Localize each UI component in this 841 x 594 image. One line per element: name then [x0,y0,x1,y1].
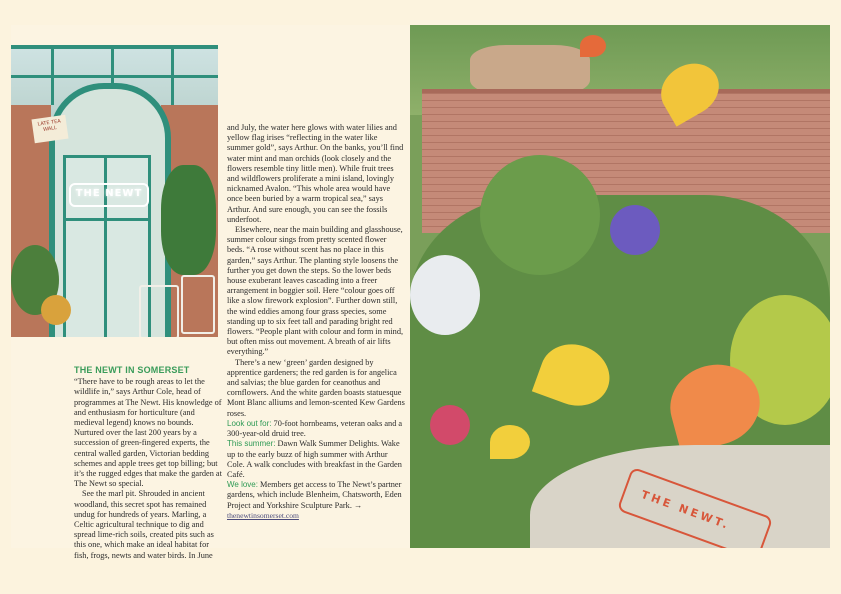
we-love [227,480,405,511]
roof-rafter [171,45,174,105]
roof-rafter [51,45,54,105]
orange-flower-drawing [580,35,606,57]
paragraph: There’s a new ‘green’ garden designed by apprentice gardeners; the red garden is for angelica and salvias; the blue garden for ceanothus and cornflowers. And the white garden boasts statuesque Mont Blanc alliums and lemon-scented Kew Gardens roses. [227,357,405,418]
neon-sign: THE NEWT [69,183,149,207]
hanging-sign: LATE TEA WALL [31,115,68,143]
look-out-text: 70-foot hornbeams, veteran oaks and a 300-year-old druid tree. [227,418,403,439]
roof-beam [11,45,218,49]
paragraph: “There have to be rough areas to let the wildlife in,” says Arthur Cole, head of programmes at The Newt. His knowledge of and enthusiasm for horticulture (and medieval legend) knows no bounds. Nurtured over the last 200 years by a succession of green-fingered experts, the central walled garden, Victorian bedding schemes and apple trees get top billing; but it’s the rugged edges that make the garden at The Newt so special. [74,377,222,489]
left-page [11,25,410,560]
glasshouse-photo [11,45,218,337]
paragraph: Elsewhere, near the main building and glasshouse, summer colour sings from pretty scented flower beds. “A rose without scent has no place in this garden,” says Arthur. The planting style loosens the further you get down the steps. So the lower beds house exuberant leaves cascading into a freer arrangement in boggier soil. Here “colour goes off like a slow firework explosion”. Further down still, the wind eddies among four grass species, some standing up to six feet tall and parading bright red flowers. “People plant with colour and form in mind, but often miss out movement. A breath of air lifts everything.” [227,225,404,357]
cactus-plant [161,165,216,275]
love-label: We love: [227,480,258,490]
summer-text: Dawn Walk Summer Delights. Wake up to the early buzz of high summer with Arthur Cole. A walk concludes with breakfast in the Garden Café. [227,439,402,479]
look-out-label: Look out for: [227,418,272,428]
yellow-flower-drawing [490,425,530,459]
pink-flowers [430,405,470,445]
this-summer [227,439,405,480]
summer-label: This summer: [227,439,276,449]
look-out-for [227,419,405,439]
garden-chair [139,285,179,337]
article-column-2 [227,123,405,521]
flower-pot [41,295,71,325]
paragraph: and July, the water here glows with water lilies and yellow flag irises “reflecting in the water like summer gold”, says Arthur. On the banks, you’ll find water mint and man orchids (look closely and the flowers resemble tiny little men). While fruit trees and wildflowers proliferate a mini island, lovingly nicknamed Avalon. “This whole area would have once been buried by a warm tropical sea,” says Arthur. And sure enough, you can see the fossils underfoot. [227,123,404,224]
the-newt-label: THE NEWT. [617,467,774,548]
section-title: THE NEWT IN SOMERSET [74,365,190,375]
garden-chair [181,275,215,334]
garden-illustration [410,25,830,548]
rockery [470,45,590,95]
paragraph: See the marl pit. Shrouded in ancient woodland, this secret spot has remained undug for hundreds of years. Marling, a Celtic agricultural technique to dig and spread lime-rich soils, created pits such as this one, which make an ideal habitat for fish, frogs, newts and water birds. In June [74,489,214,560]
roof-beam [11,75,218,78]
purple-flowers [610,205,660,255]
magazine-spread [11,25,830,560]
love-text: Members get access to The Newt’s partner gardens, which include Blenheim, Chatsworth, Eden Project and Yorkshire Sculpture Park. → [227,480,402,510]
article-column-1 [74,365,224,561]
roof-rafter [111,45,114,85]
white-flowers [410,255,480,335]
shrub [480,155,600,275]
website-link[interactable]: thenewtinsomerset.com [227,510,299,520]
